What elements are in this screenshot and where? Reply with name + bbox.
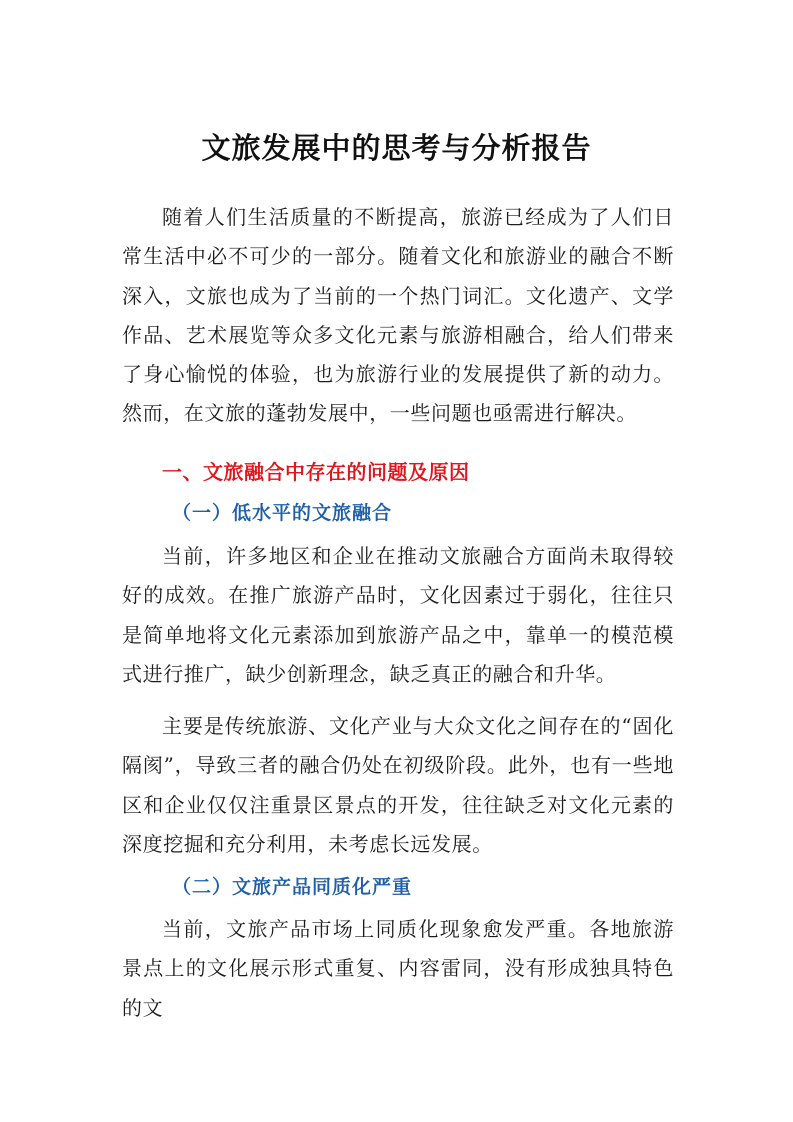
subsection-heading-homogenization: （二）文旅产品同质化严重 xyxy=(172,876,413,898)
paragraph-homogenization: 当前，文旅产品市场上同质化现象愈发严重。各地旅游景点上的文化展示形式重复、内容雷同，没有形成独具特色的文 xyxy=(122,917,674,1020)
subsection-heading-low-level-integration: （一）低水平的文旅融合 xyxy=(172,502,393,524)
paragraph-causes: 主要是传统旅游、文化产业与大众文化之间存在的“固化隔阂”，导致三者的融合仍处在初级阶段。此外，也有一些地区和企业仅仅注重景区景点的开发，往往缺乏对文化元素的深度挖掘和充分利用，未考虑长远发展。 xyxy=(122,714,674,856)
document-title: 文旅发展中的思考与分析报告 xyxy=(201,131,592,165)
paragraph-low-level-integration: 当前，许多地区和企业在推动文旅融合方面尚未取得较好的成效。在推广旅游产品时，文化因素过于弱化，往往只是简单地将文化元素添加到旅游产品之中，靠单一的模范模式进行推广，缺少创新理念，缺乏真正的融合和升华。 xyxy=(122,544,674,686)
intro-paragraph: 随着人们生活质量的不断提高，旅游已经成为了人们日常生活中必不可少的一部分。随着文化和旅游业的融合不断深入，文旅也成为了当前的一个热门词汇。文化遗产、文学作品、艺术展览等众多文化元素与旅游相融合，给人们带来了身心愉悦的体验，也为旅游行业的发展提供了新的动力。然而，在文旅的蓬勃发展中，一些问题也亟需进行解决。 xyxy=(122,205,674,426)
section-heading-problems: 一、文旅融合中存在的问题及原因 xyxy=(162,460,470,484)
